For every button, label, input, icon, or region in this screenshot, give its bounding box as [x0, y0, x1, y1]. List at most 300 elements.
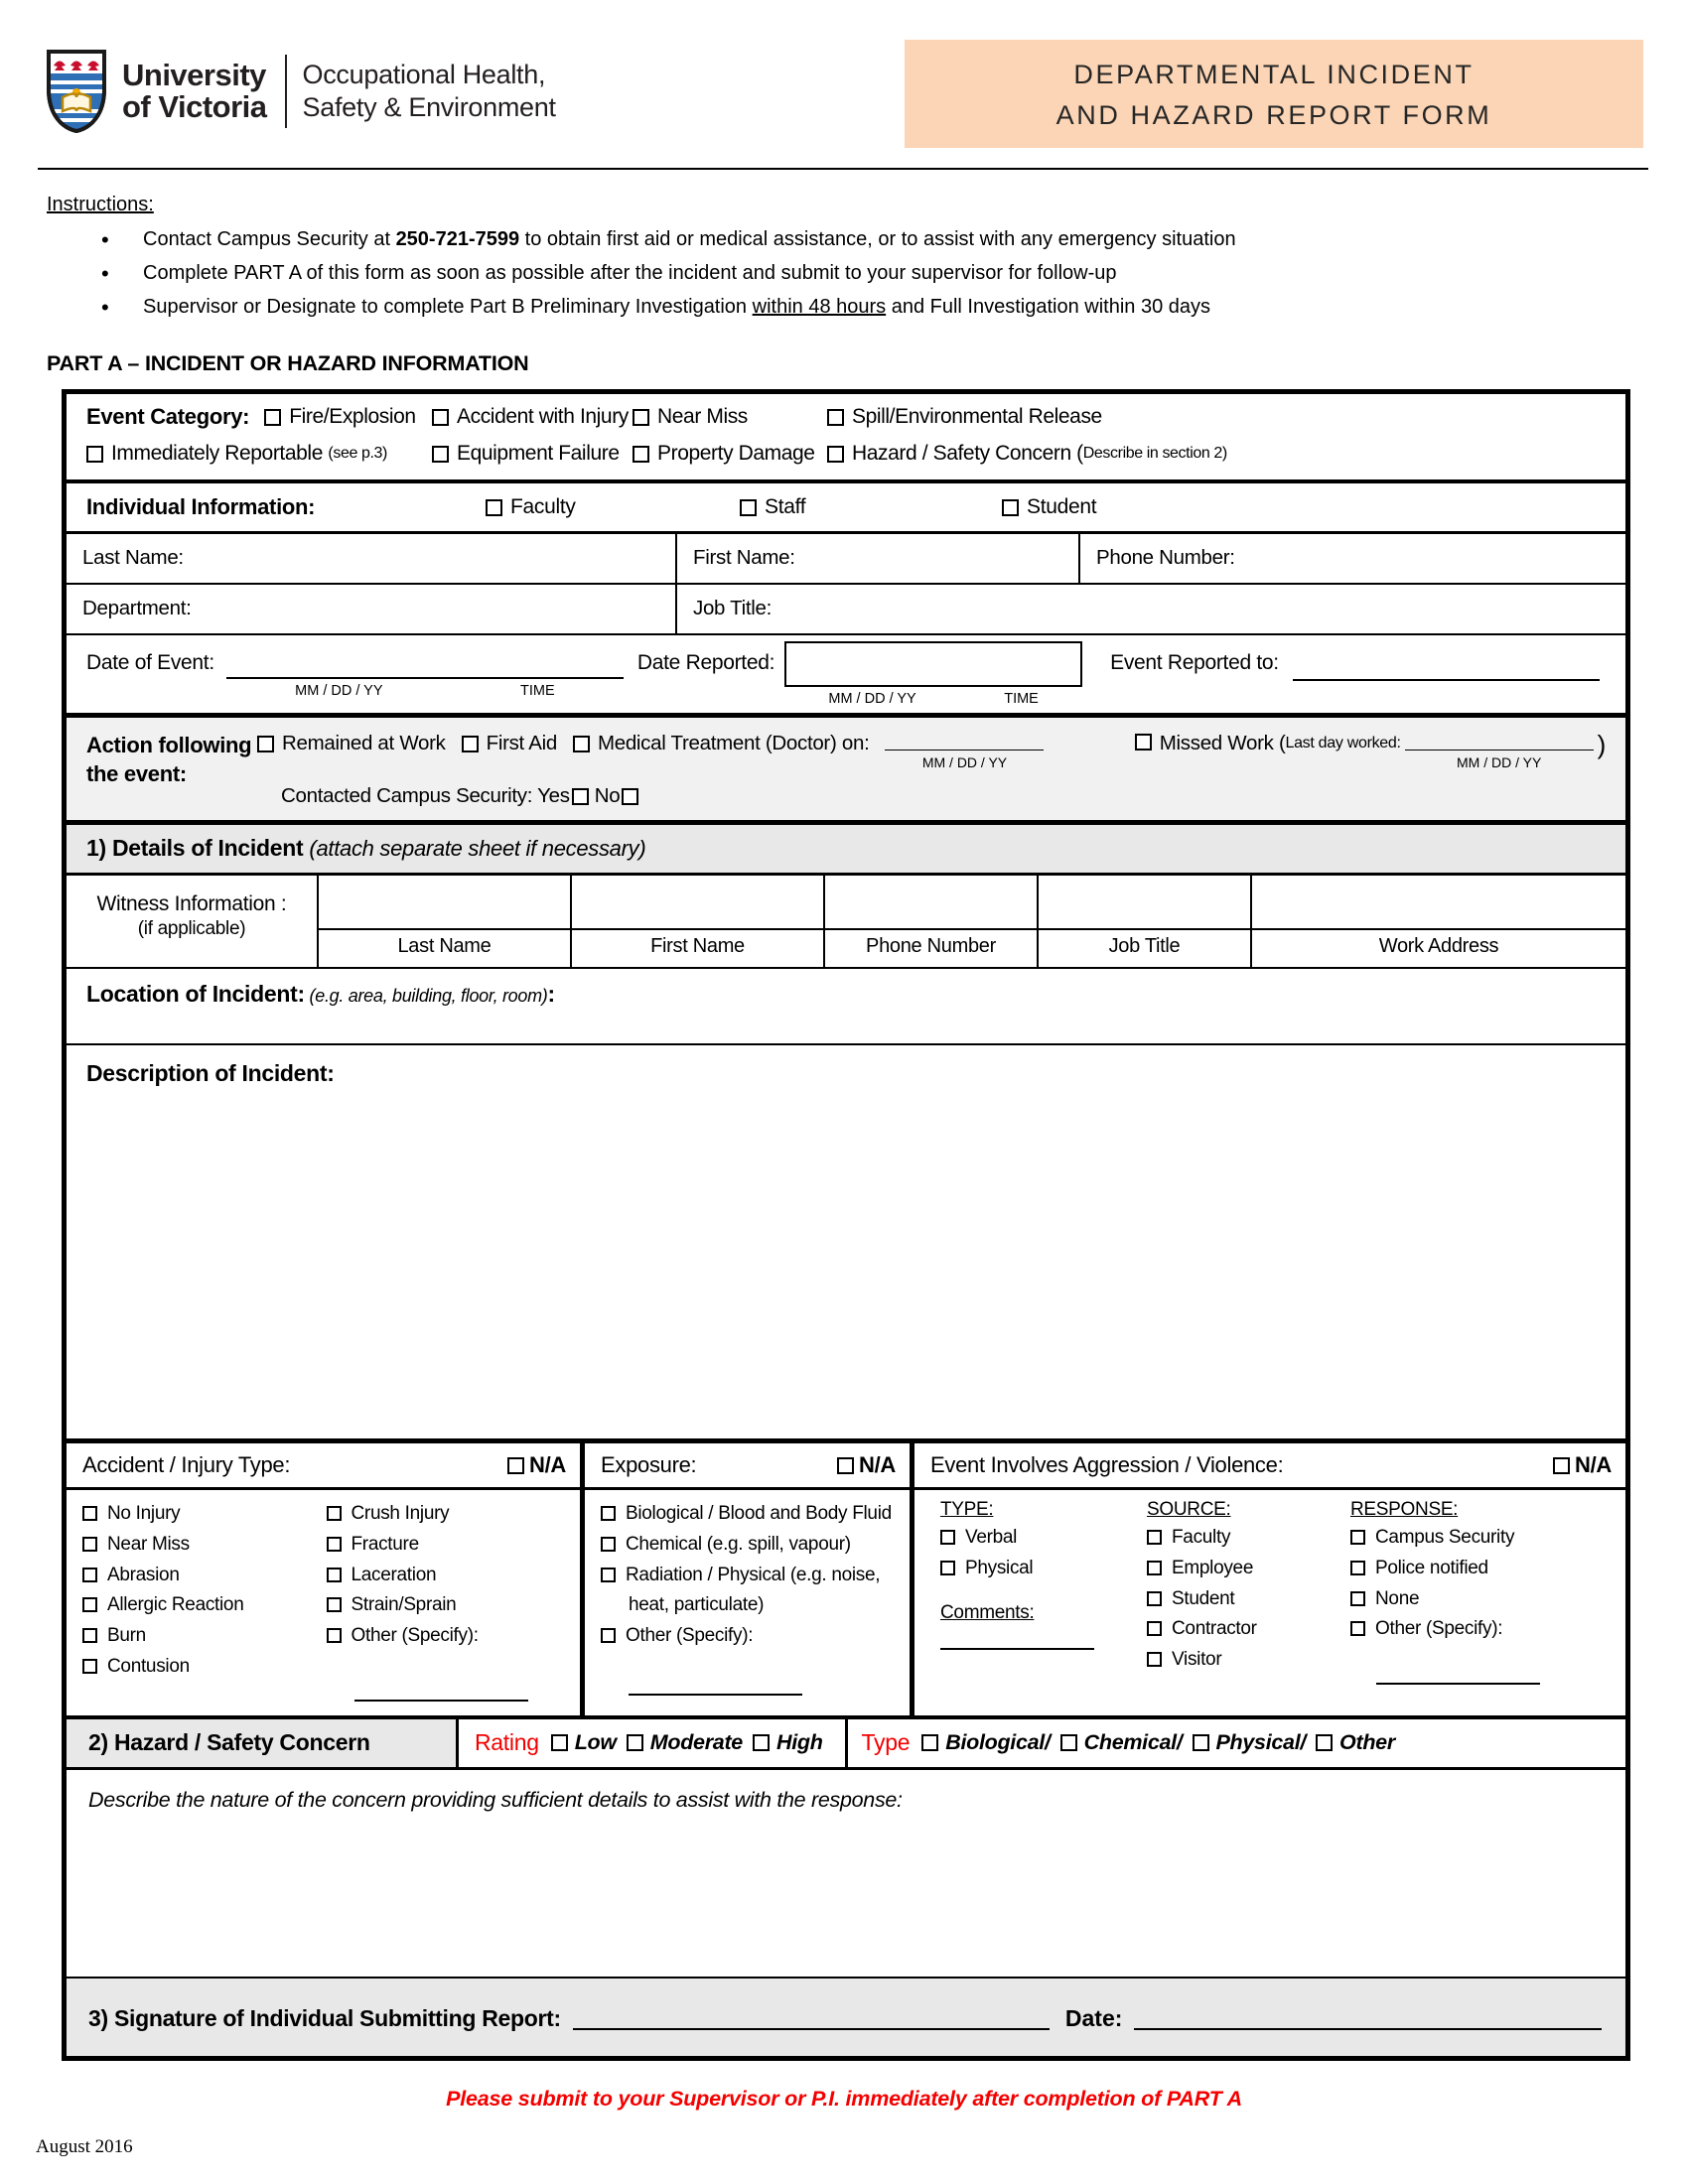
checkbox-option-property-damage: [633, 442, 827, 466]
checkbox-option-strain-sprain: [327, 1590, 571, 1621]
checkbox-icon[interactable]: [257, 736, 274, 752]
instruction-item-1: [101, 225, 1643, 254]
checkbox-icon[interactable]: [837, 1457, 854, 1474]
location-colon: :: [547, 981, 555, 1007]
mm-dd-yy-label: MM / DD / YY: [828, 691, 916, 707]
medical-treatment-date-field[interactable]: [885, 732, 1044, 770]
checkbox-option-injury-na: [507, 1452, 566, 1478]
checkbox-option-response-campus-security: [1350, 1523, 1616, 1554]
checkbox-icon[interactable]: [1147, 1591, 1162, 1606]
brand-divider: [285, 55, 287, 128]
checkbox-option-near-miss-injury: [82, 1530, 327, 1561]
aggression-response-subcolumn: [1350, 1499, 1616, 1702]
option-label: Student: [1172, 1587, 1235, 1609]
checkbox-icon[interactable]: [551, 1734, 568, 1751]
location-of-incident-row[interactable]: [67, 969, 1625, 1045]
option-label: Student: [1027, 495, 1097, 518]
checkbox-icon[interactable]: [1350, 1621, 1365, 1636]
option-label: Near Miss: [657, 405, 748, 428]
witness-information-label: [67, 876, 317, 967]
checkbox-option-type-physical: [1193, 1730, 1307, 1755]
phone-number-field[interactable]: [1078, 534, 1625, 583]
witness-phone-field[interactable]: [825, 876, 1037, 930]
aggression-body: [914, 1490, 1625, 1715]
option-label: N/A: [529, 1452, 566, 1477]
checkbox-icon[interactable]: [327, 1537, 342, 1552]
individual-information-label: Individual Information:: [86, 494, 316, 519]
signature-date-label: Date:: [1064, 2004, 1123, 2031]
option-label: Faculty: [510, 495, 576, 518]
checkbox-icon[interactable]: [1060, 1734, 1077, 1751]
option-label: Other (Specify):: [351, 1625, 479, 1647]
mm-dd-yy-label: MM / DD / YY: [295, 683, 383, 699]
mm-dd-yy-label: MM / DD / YY: [921, 754, 1008, 770]
checkbox-option-burn: [82, 1621, 327, 1652]
checkbox-option-injury-other: [327, 1621, 571, 1652]
checkbox-icon[interactable]: [1135, 734, 1152, 751]
description-of-incident-row[interactable]: [67, 1045, 1625, 1443]
checkbox-option-contusion: [82, 1652, 327, 1683]
checkbox-option-equipment-failure: [432, 442, 633, 466]
checkbox-icon[interactable]: [633, 446, 649, 463]
mm-dd-yy-label: MM / DD / YY: [1456, 754, 1542, 770]
checkbox-option-accident-with-injury: [432, 405, 633, 429]
checkbox-icon[interactable]: [327, 1568, 342, 1582]
option-label: Radiation / Physical (e.g. noise, heat, particulate): [626, 1564, 881, 1616]
witness-label-line1: Witness Information :: [96, 892, 287, 915]
checkbox-option-source-faculty: [1147, 1523, 1350, 1554]
location-label: Location of Incident:: [86, 981, 305, 1007]
accident-injury-type-label: Accident / Injury Type:: [82, 1452, 291, 1477]
section2-title-text: 2) Hazard / Safety Concern: [88, 1728, 370, 1755]
closing-paren: ): [1597, 730, 1606, 759]
witness-column-header: Work Address: [1378, 935, 1499, 957]
option-label: Crush Injury: [351, 1503, 450, 1524]
option-label: N/A: [1575, 1452, 1612, 1477]
option-label: Burn: [107, 1625, 146, 1647]
accident-injury-type-body: [67, 1490, 580, 1715]
checkbox-icon[interactable]: [1316, 1734, 1333, 1751]
deadline-text: within 48 hours: [752, 296, 887, 318]
witness-label-line2: (if applicable): [137, 918, 246, 940]
time-label: TIME: [1004, 691, 1039, 707]
section2-title: [67, 1719, 456, 1767]
event-category-row: [67, 394, 1625, 483]
hazard-type-label: Type: [861, 1729, 911, 1756]
exposure-header: [585, 1443, 910, 1490]
option-label: N/A: [859, 1452, 896, 1477]
option-label: Missed Work (: [1159, 732, 1286, 754]
contacted-security-label: Contacted Campus Security: Yes: [281, 784, 570, 807]
checkbox-icon[interactable]: [627, 1734, 643, 1751]
submit-note: Please submit to your Supervisor or P.I. immediately after completion of PART A: [446, 2086, 1242, 2111]
checkbox-icon[interactable]: [432, 446, 449, 463]
comments-blank-line[interactable]: [940, 1624, 1094, 1650]
location-hint: (e.g. area, building, floor, room): [304, 986, 548, 1006]
instruction-text: Complete PART A of this form as soon as possible after the incident and submit to your supervisor for follow-up: [143, 262, 1117, 284]
rating-label: Rating: [475, 1729, 539, 1756]
checkbox-option-type-chemical: [1060, 1730, 1183, 1755]
checkbox-icon[interactable]: [940, 1561, 955, 1575]
no-label: No: [594, 784, 621, 807]
instruction-text: Contact Campus Security at: [143, 228, 396, 250]
date-of-event-sublabels: [226, 679, 624, 699]
checkbox-option-crush-injury: [327, 1499, 571, 1530]
instruction-item-2: [101, 259, 1643, 288]
witness-column-job-title: [1037, 876, 1250, 967]
description-label: Description of Incident:: [86, 1060, 335, 1086]
part-a-form: [62, 389, 1630, 2061]
checkbox-option-rating-low: [551, 1730, 617, 1755]
checkbox-icon[interactable]: [1350, 1591, 1365, 1606]
date-of-event-blank-line[interactable]: [226, 651, 624, 679]
phone-number-label: Phone Number:: [1096, 546, 1235, 569]
first-name-label: First Name:: [693, 546, 795, 569]
last-day-worked-sublabel: [1405, 751, 1594, 770]
header-rule: [38, 168, 1648, 170]
checkbox-option-exposure-other: [601, 1621, 900, 1652]
checkbox-icon[interactable]: [1147, 1621, 1162, 1636]
instruction-text: to obtain first aid or medical assistance, or to assist with any emergency situation: [519, 228, 1236, 250]
checkbox-icon[interactable]: [1147, 1652, 1162, 1667]
checkbox-icon-yes[interactable]: [572, 788, 589, 805]
checkbox-icon[interactable]: [507, 1457, 524, 1474]
checkbox-icon[interactable]: [1193, 1734, 1209, 1751]
option-label: Chemical (e.g. spill, vapour): [626, 1533, 851, 1555]
uvic-brand: [45, 48, 556, 135]
response-label: RESPONSE:: [1350, 1499, 1459, 1520]
witness-column-work-address: [1250, 876, 1625, 967]
checkbox-option-radiation-physical: [601, 1561, 900, 1622]
checkbox-icon[interactable]: [753, 1734, 770, 1751]
witness-column-header: Phone Number: [866, 935, 996, 957]
event-reported-to-blank-line[interactable]: [1293, 677, 1600, 681]
checkbox-option-type-biological: [921, 1730, 1050, 1755]
checkbox-icon[interactable]: [82, 1568, 97, 1582]
aggression-violence-column: [910, 1443, 1625, 1715]
option-label: Abrasion: [107, 1564, 180, 1585]
date-row: [67, 635, 1625, 718]
signature-label: 3) Signature of Individual Submitting Report:: [88, 2004, 561, 2031]
checkbox-option-abrasion: [82, 1561, 327, 1591]
checkbox-option-hazard-safety-concern: [827, 442, 1612, 466]
injury-list-right: [327, 1499, 571, 1702]
section2-header: [67, 1719, 1625, 1770]
option-label: Physical/: [1215, 1730, 1307, 1755]
witness-work-address-field[interactable]: [1252, 876, 1625, 930]
option-label: Campus Security: [1375, 1527, 1515, 1548]
type-cell: [845, 1719, 1625, 1767]
checkbox-icon[interactable]: [327, 1506, 342, 1521]
checkbox-option-fire-explosion: [264, 405, 415, 429]
checkbox-icon[interactable]: [1147, 1561, 1162, 1575]
event-reported-to-label: Event Reported to:: [1110, 651, 1279, 674]
action-label-line1: Action following: [86, 733, 252, 757]
witness-last-name-field[interactable]: [319, 876, 570, 930]
option-label: Other (Specify):: [1375, 1618, 1503, 1640]
medical-date-sublabel: [885, 751, 1044, 770]
department-label: Department:: [82, 597, 192, 619]
checkbox-icon[interactable]: [740, 499, 757, 516]
option-label: Visitor: [1172, 1649, 1222, 1671]
option-label: Biological/: [945, 1730, 1051, 1755]
department-fields-row: [67, 585, 1625, 635]
individual-information-row: [67, 483, 1625, 534]
uvic-crest-logo: [45, 48, 108, 135]
checkbox-icon[interactable]: [462, 736, 479, 752]
exposure-body: [585, 1490, 910, 1715]
checkbox-option-response-police: [1350, 1554, 1616, 1584]
revision-date: August 2016: [36, 2136, 133, 2157]
option-label: Fracture: [351, 1533, 419, 1555]
type-label: TYPE:: [940, 1499, 994, 1520]
form-title-box: [905, 40, 1643, 148]
checkbox-icon[interactable]: [601, 1537, 616, 1552]
section1-title-note: (attach separate sheet if necessary): [309, 836, 646, 861]
section1-header: [67, 825, 1625, 876]
action-following-row: [67, 718, 1625, 825]
option-label: Other: [1339, 1730, 1395, 1755]
option-label-small: Describe in section 2): [1082, 445, 1227, 462]
exposure-other-specify-line[interactable]: [629, 1670, 802, 1696]
division-line1: Occupational Health,: [302, 60, 546, 90]
option-label: Medical Treatment (Doctor) on:: [597, 732, 870, 754]
last-day-worked-blank-line[interactable]: [1405, 732, 1594, 751]
date-reported-label: Date Reported:: [636, 651, 775, 674]
option-label: Verbal: [965, 1527, 1018, 1548]
option-label: Employee: [1172, 1557, 1254, 1578]
option-label: Biological / Blood and Body Fluid: [626, 1503, 892, 1524]
aggression-type-subcolumn: [930, 1499, 1147, 1702]
option-label: Low: [574, 1730, 617, 1755]
option-label: High: [775, 1730, 823, 1755]
checkbox-icon[interactable]: [327, 1628, 342, 1643]
checkbox-option-biological: [601, 1499, 900, 1530]
checkbox-option-staff: [740, 495, 1002, 519]
injury-list-left: [82, 1499, 327, 1702]
checkbox-option-faculty: [486, 495, 740, 519]
checkbox-option-medical-treatment: [573, 732, 870, 755]
checkbox-option-exposure-na: [837, 1452, 896, 1478]
witness-first-name-field[interactable]: [572, 876, 823, 930]
rating-cell: [456, 1719, 845, 1767]
instructions-section: [47, 194, 1643, 322]
option-label: Spill/Environmental Release: [852, 405, 1102, 428]
checkbox-icon[interactable]: [432, 409, 449, 426]
checkbox-icon[interactable]: [573, 736, 590, 752]
instructions-heading: Instructions:: [47, 194, 154, 215]
checkbox-option-near-miss: [633, 405, 827, 429]
option-label: Accident with Injury: [457, 405, 629, 428]
time-label: TIME: [520, 683, 555, 699]
security-phone-number: 250-721-7599: [395, 228, 520, 250]
option-label: Strain/Sprain: [351, 1594, 457, 1616]
injury-exposure-aggression-section: [67, 1443, 1625, 1719]
last-name-field[interactable]: [67, 534, 675, 583]
section3-signature-row: [67, 1979, 1625, 2056]
checkbox-option-rating-high: [753, 1730, 823, 1755]
action-label-line2: the event:: [86, 760, 187, 786]
checkbox-option-no-injury: [82, 1499, 327, 1530]
checkbox-option-missed-work: [1135, 732, 1606, 770]
action-content: [257, 732, 1606, 808]
checkbox-option-source-contractor: [1147, 1614, 1350, 1645]
form-title-line2: AND HAZARD REPORT FORM: [1055, 99, 1492, 130]
checkbox-icon[interactable]: [82, 1628, 97, 1643]
checkbox-icon[interactable]: [601, 1568, 616, 1582]
checkbox-icon[interactable]: [827, 409, 844, 426]
checkbox-option-source-employee: [1147, 1554, 1350, 1584]
action-following-label: [86, 732, 257, 808]
checkbox-icon[interactable]: [1002, 499, 1019, 516]
checkbox-option-fracture: [327, 1530, 571, 1561]
checkbox-option-response-other: [1350, 1614, 1616, 1645]
checkbox-option-source-visitor: [1147, 1645, 1350, 1676]
checkbox-icon[interactable]: [327, 1597, 342, 1612]
accident-injury-type-header: [67, 1443, 580, 1490]
source-label: SOURCE:: [1147, 1499, 1231, 1520]
event-category-grid: [86, 404, 1612, 466]
option-label: Police notified: [1375, 1557, 1488, 1578]
checkbox-option-source-student: [1147, 1584, 1350, 1615]
comments-label: Comments:: [940, 1601, 1035, 1623]
option-label: Allergic Reaction: [107, 1594, 244, 1616]
checkbox-icon[interactable]: [1350, 1561, 1365, 1575]
option-label: Contractor: [1172, 1618, 1257, 1640]
checkbox-option-rating-moderate: [627, 1730, 743, 1755]
option-label: Staff: [765, 495, 806, 518]
option-label: Remained at Work: [282, 732, 446, 754]
checkbox-option-immediately-reportable: [86, 442, 432, 466]
part-a-heading: PART A – INCIDENT OR HAZARD INFORMATION: [47, 351, 529, 375]
option-label: Immediately Reportable: [111, 442, 323, 465]
option-label: Faculty: [1172, 1527, 1231, 1548]
contacted-security-line: [257, 784, 1606, 808]
checkbox-icon[interactable]: [1553, 1457, 1570, 1474]
option-label: Other (Specify):: [626, 1625, 754, 1647]
option-label: Chemical/: [1083, 1730, 1183, 1755]
checkbox-icon[interactable]: [82, 1537, 97, 1552]
checkbox-icon[interactable]: [82, 1597, 97, 1612]
job-title-field[interactable]: [675, 585, 1625, 633]
event-category-label: Event Category:: [86, 404, 250, 429]
division-name: [303, 59, 556, 124]
checkbox-option-response-none: [1350, 1584, 1616, 1615]
checkbox-icon[interactable]: [82, 1659, 97, 1674]
witness-column-phone: [823, 876, 1037, 967]
event-category-cell: [86, 404, 432, 430]
last-day-worked-label: Last day worked:: [1285, 735, 1401, 751]
medical-date-blank-line[interactable]: [885, 732, 1044, 751]
exposure-label: Exposure:: [601, 1452, 697, 1477]
signature-date-line[interactable]: [1134, 2000, 1602, 2030]
witness-job-title-field[interactable]: [1039, 876, 1250, 930]
checkbox-icon[interactable]: [601, 1506, 616, 1521]
department-field[interactable]: [67, 585, 675, 633]
checkbox-icon[interactable]: [827, 446, 844, 463]
signature-line[interactable]: [573, 2000, 1050, 2030]
witness-column-header: Job Title: [1108, 935, 1181, 957]
checkbox-option-chemical: [601, 1530, 900, 1561]
option-label-small: (see p.3): [328, 445, 387, 462]
name-fields-row: [67, 534, 1625, 585]
date-reported-field[interactable]: [784, 651, 1082, 707]
exposure-column: [580, 1443, 910, 1715]
last-day-worked-field[interactable]: [1405, 732, 1594, 770]
masthead: [0, 0, 1688, 148]
injury-other-specify-line[interactable]: [354, 1676, 528, 1702]
checkbox-icon[interactable]: [82, 1506, 97, 1521]
aggression-header: [914, 1443, 1625, 1490]
checkbox-option-physical: [940, 1554, 1147, 1584]
instruction-item-3: [101, 293, 1643, 322]
checkbox-option-aggression-na: [1553, 1452, 1612, 1478]
last-name-label: Last Name:: [82, 546, 184, 569]
university-name-line2: of Victoria: [122, 89, 267, 124]
option-label: Equipment Failure: [457, 442, 620, 465]
date-of-event-field[interactable]: [226, 651, 624, 699]
checkbox-option-first-aid: [462, 732, 557, 755]
date-reported-input-box[interactable]: [784, 641, 1082, 687]
hazard-describe-area[interactable]: [67, 1770, 1625, 1979]
checkbox-option-type-other: [1316, 1730, 1395, 1755]
witness-column-header: First Name: [650, 935, 745, 957]
option-label: First Aid: [486, 732, 557, 754]
checkbox-icon[interactable]: [921, 1734, 938, 1751]
university-name-line1: University: [122, 57, 266, 92]
division-line2: Safety & Environment: [302, 92, 556, 122]
checkbox-icon[interactable]: [633, 409, 649, 426]
first-name-field[interactable]: [675, 534, 1078, 583]
checkbox-icon[interactable]: [264, 409, 281, 426]
option-label: No Injury: [107, 1503, 181, 1524]
checkbox-option-verbal: [940, 1523, 1147, 1554]
checkbox-icon[interactable]: [1147, 1530, 1162, 1545]
checkbox-icon[interactable]: [1350, 1530, 1365, 1545]
witness-columns: [317, 876, 1625, 967]
action-options-line: [257, 732, 1606, 770]
option-label: Property Damage: [657, 442, 815, 465]
checkbox-option-allergic-reaction: [82, 1590, 327, 1621]
option-label: Contusion: [107, 1655, 190, 1677]
response-other-specify-line[interactable]: [1376, 1659, 1540, 1685]
aggression-label: Event Involves Aggression / Violence:: [930, 1452, 1284, 1477]
witness-column-header: Last Name: [397, 935, 492, 957]
checkbox-option-laceration: [327, 1561, 571, 1591]
option-label: Physical: [965, 1557, 1034, 1578]
option-label: None: [1375, 1587, 1420, 1609]
checkbox-option-student: [1002, 495, 1606, 519]
instruction-text: and Full Investigation within 30 days: [886, 296, 1211, 318]
witness-row: [67, 876, 1625, 969]
witness-column-first-name: [570, 876, 823, 967]
checkbox-icon[interactable]: [601, 1628, 616, 1643]
checkbox-icon[interactable]: [940, 1530, 955, 1545]
witness-column-last-name: [317, 876, 570, 967]
checkbox-icon[interactable]: [86, 446, 103, 463]
checkbox-option-remained-at-work: [257, 732, 446, 755]
describe-prompt: Describe the nature of the concern providing sufficient details to assist with the response:: [88, 1787, 903, 1812]
checkbox-icon-no[interactable]: [622, 788, 638, 805]
checkbox-icon[interactable]: [486, 499, 502, 516]
instructions-list: [101, 225, 1643, 322]
option-label: Laceration: [351, 1564, 437, 1585]
job-title-label: Job Title:: [693, 597, 773, 619]
date-reported-sublabels: [784, 687, 1082, 707]
option-label: Hazard / Safety Concern (: [852, 442, 1083, 465]
accident-injury-type-column: [67, 1443, 580, 1715]
option-label: Moderate: [649, 1730, 743, 1755]
